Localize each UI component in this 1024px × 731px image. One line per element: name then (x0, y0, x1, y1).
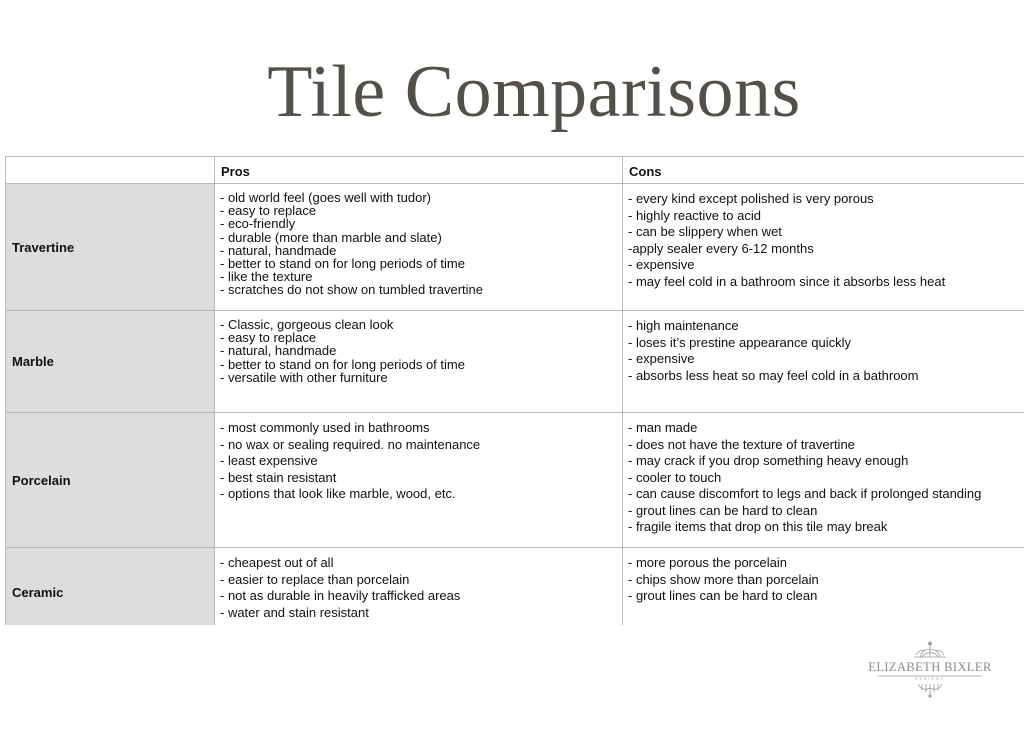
pros-cell (215, 184, 623, 311)
list-item: - eco-friendly (220, 216, 296, 232)
list-item: - cheapest out of all (220, 555, 334, 570)
list-item: - does not have the texture of travertine (628, 436, 855, 452)
table-row (6, 413, 1024, 548)
list-item: - every kind except polished is very porous (628, 191, 874, 206)
header-row (6, 157, 1024, 184)
list-item: - more porous the porcelain (628, 555, 787, 570)
cons-list (628, 191, 1024, 290)
list-item: - chips show more than porcelain (628, 571, 819, 587)
comparison-table (5, 156, 1024, 625)
list-item: - can cause discomfort to legs and back if prolonged standing (628, 486, 982, 501)
logo-subtitle: DESIGNS (915, 677, 945, 681)
list-item: - may feel cold in a bathroom since it absorbs less heat (628, 273, 946, 289)
material-cell: Marble (6, 311, 215, 413)
pros-list (220, 420, 622, 503)
cons-list (628, 420, 1024, 536)
material-cell: Travertine (6, 184, 215, 311)
logo-name: ELIZABETH BIXLER (868, 660, 992, 674)
list-item: - natural, handmade (220, 343, 337, 359)
list-item: - Classic, gorgeous clean look (220, 317, 394, 332)
list-item: -apply sealer every 6-12 months (628, 240, 814, 256)
cons-cell (623, 413, 1024, 548)
list-item: - easy to replace (220, 203, 317, 219)
list-item: - grout lines can be hard to clean (628, 588, 818, 603)
page-title: Tile Comparisons (267, 51, 801, 133)
list-item: - versatile with other furniture (220, 369, 388, 385)
table-row (6, 184, 1024, 311)
cons-cell (623, 184, 1024, 311)
list-item: - like the texture (220, 269, 313, 285)
list-item: - expensive (628, 257, 695, 272)
list-item: - better to stand on for long periods of time (220, 256, 465, 272)
pros-cell (215, 413, 623, 548)
table-row (6, 548, 1024, 626)
list-item: - most commonly used in bathrooms (220, 420, 430, 435)
list-item: - natural, handmade (220, 242, 337, 258)
list-item: - can be slippery when wet (628, 224, 782, 239)
comparison-table-wrap (5, 156, 1024, 625)
list-item: - durable (more than marble and slate) (220, 229, 442, 245)
header-cell-cons: Cons (623, 157, 1024, 184)
pros-list (220, 318, 622, 384)
pros-cell (215, 548, 623, 626)
header-cell-empty (6, 157, 215, 184)
cons-cell (623, 311, 1024, 413)
cons-cell (623, 548, 1024, 626)
list-item: - easy to replace (220, 330, 317, 346)
list-item: - scratches do not show on tumbled travertine (220, 282, 484, 298)
list-item: - man made (628, 420, 698, 435)
list-item: - absorbs less heat so may feel cold in a bathroom (628, 367, 919, 383)
list-item: - least expensive (220, 453, 318, 468)
list-item: - fragile items that drop on this tile may break (628, 519, 888, 534)
list-item: - no wax or sealing required. no maintenance (220, 436, 481, 452)
brand-logo (862, 640, 998, 700)
list-item: - expensive (628, 351, 695, 366)
cons-list (628, 555, 1024, 605)
list-item: - high maintenance (628, 318, 739, 333)
list-item: - better to stand on for long periods of time (220, 356, 465, 372)
pros-list (220, 191, 622, 297)
material-cell: Ceramic (6, 548, 215, 626)
list-item: - loses it’s prestine appearance quickly (628, 334, 852, 350)
list-item: - not as durable in heavily trafficked areas (220, 588, 461, 603)
list-item: - best stain resistant (220, 469, 337, 485)
table-row (6, 311, 1024, 413)
list-item: - grout lines can be hard to clean (628, 502, 818, 518)
pros-cell (215, 311, 623, 413)
list-item: - may crack if you drop something heavy enough (628, 453, 909, 468)
list-item: - options that look like marble, wood, etc. (220, 486, 456, 501)
list-item: - cooler to touch (628, 469, 722, 485)
material-cell: Porcelain (6, 413, 215, 548)
list-item: - easier to replace than porcelain (220, 571, 410, 587)
cons-list (628, 318, 1024, 384)
list-item: - highly reactive to acid (628, 207, 761, 223)
header-cell-pros: Pros (215, 157, 623, 184)
list-item: - old world feel (goes well with tudor) (220, 190, 431, 205)
pros-list (220, 555, 622, 621)
list-item: - water and stain resistant (220, 604, 369, 620)
